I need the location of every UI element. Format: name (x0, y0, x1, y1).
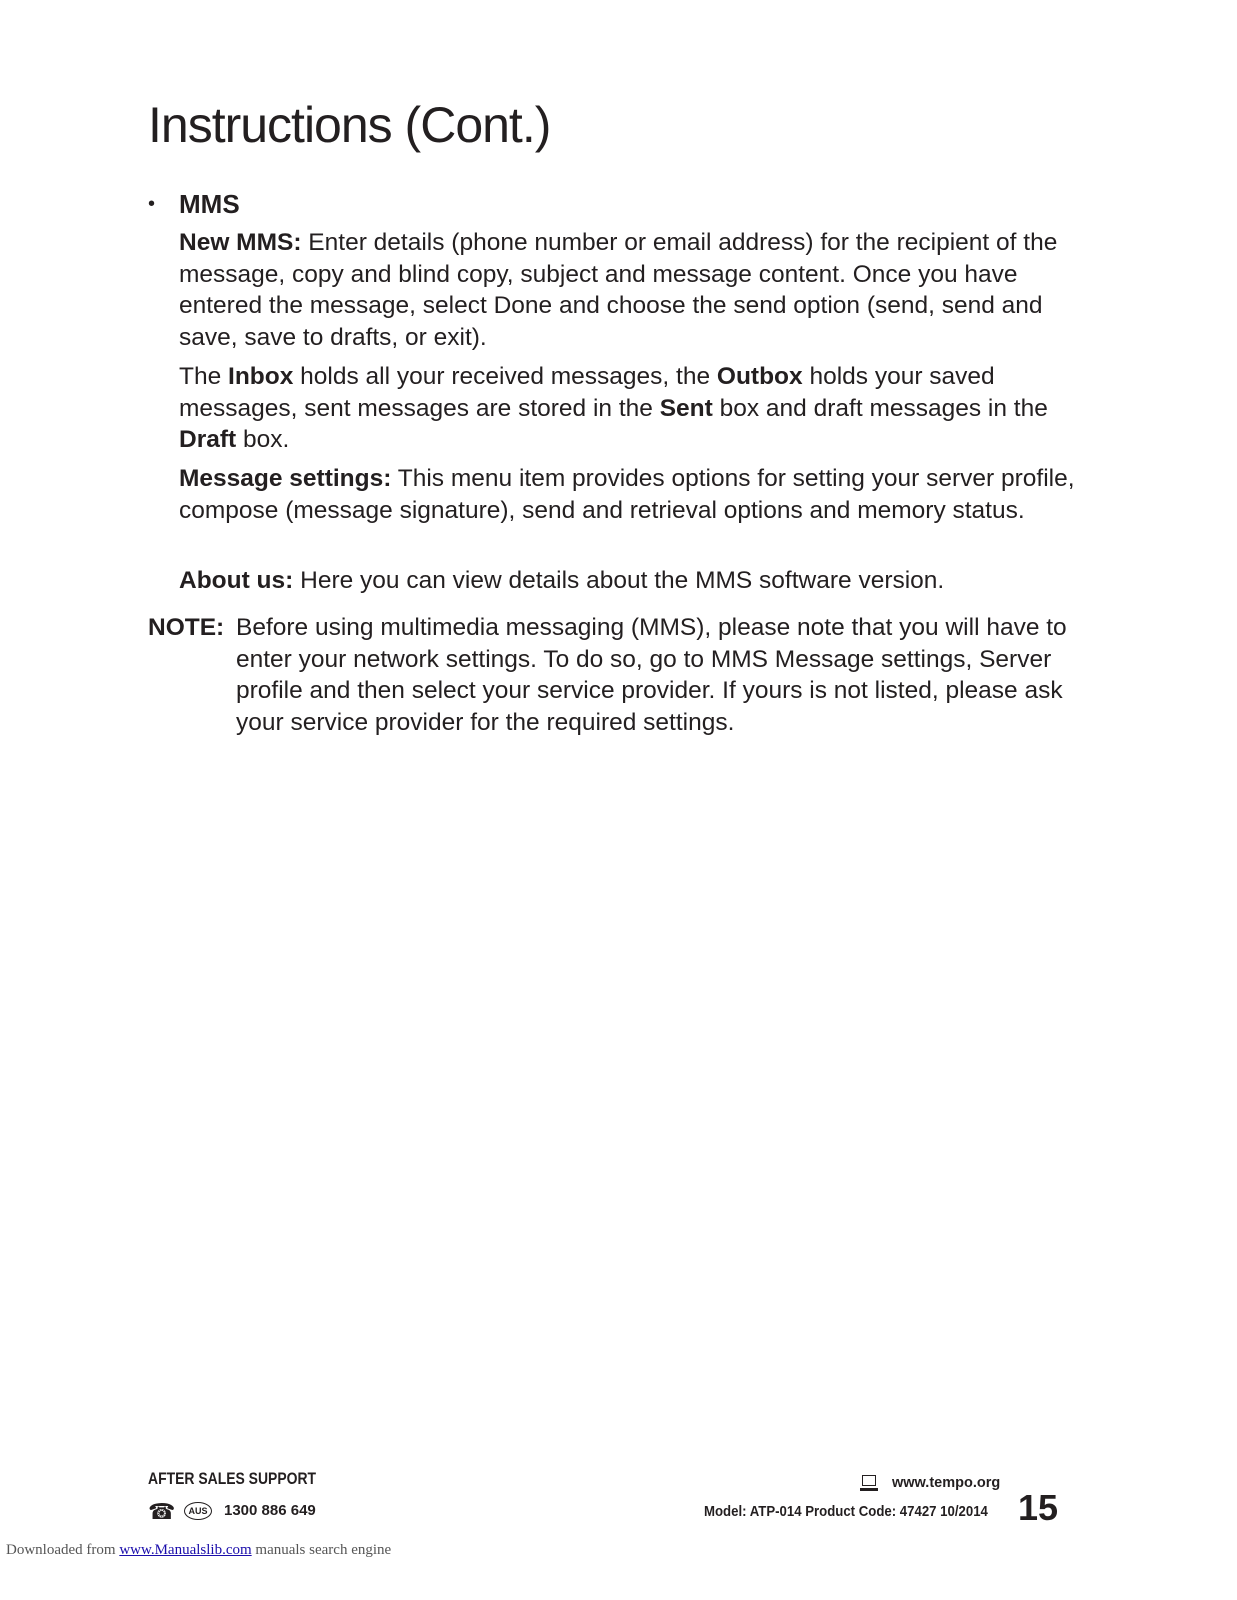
download-suffix: manuals search engine (251, 1542, 392, 1558)
new-mms-text: Enter details (phone number or email address) for the recipient of the message, copy and blind copy, subject and message content. Once you have entered the message, select Done and choose the send option (send, send and save, save to drafts, or exit). (179, 229, 1058, 351)
bullet-dot: • (148, 193, 156, 215)
message-settings-text: This menu item provides options for setting your server profile, compose (message signature), send and retrieval options and memory status. (179, 465, 1075, 524)
new-mms-label: New MMS: (179, 229, 302, 256)
boxes-paragraph (179, 361, 1084, 456)
phone-number: 1300 886 649 (224, 1502, 316, 1519)
boxes-text-5: box. (236, 426, 290, 454)
manualslib-link[interactable]: www.Manualslib.com (119, 1542, 252, 1558)
about-us-text: Here you can view details about the MMS software version. (293, 567, 945, 594)
about-us-label: About us: (179, 567, 294, 594)
message-settings-label: Message settings: (179, 465, 392, 492)
website-link[interactable]: www.tempo.org (892, 1475, 1001, 1491)
note-label: NOTE: (148, 614, 225, 641)
about-us-paragraph (179, 565, 1084, 597)
sent-label: Sent (659, 394, 713, 422)
note-text: Before using multimedia messaging (MMS), please note that you will have to enter your network settings. To do so, go to MMS Message settings, Server profile and then select your service provider. If yours is not listed, please ask your service provider for the required settings. (236, 614, 1067, 736)
phone-icon: ☎ (148, 1499, 176, 1524)
draft-label: Draft (179, 426, 237, 454)
section-heading: MMS (179, 189, 240, 219)
boxes-text-1: The (179, 363, 229, 390)
outbox-label: Outbox (716, 363, 803, 390)
page-title: Instructions (Cont.) (148, 97, 551, 153)
download-banner (6, 1542, 391, 1559)
new-mms-paragraph (179, 227, 1084, 353)
after-sales-title: AFTER SALES SUPPORT (148, 1469, 317, 1488)
message-settings-paragraph (179, 463, 1084, 526)
boxes-text-2: holds all your received messages, the (293, 363, 717, 390)
boxes-text-3: holds your saved messages, sent messages are stored in the (179, 363, 995, 422)
boxes-text-4: box and draft messages in the (712, 394, 1048, 422)
laptop-icon (860, 1475, 878, 1491)
inbox-label: Inbox (228, 363, 294, 390)
model-product-code: Model: ATP-014 Product Code: 47427 10/2014 (704, 1503, 988, 1520)
page-number: 15 (1018, 1487, 1059, 1528)
country-badge: AUS (184, 1502, 212, 1520)
download-prefix: Downloaded from (6, 1542, 120, 1558)
